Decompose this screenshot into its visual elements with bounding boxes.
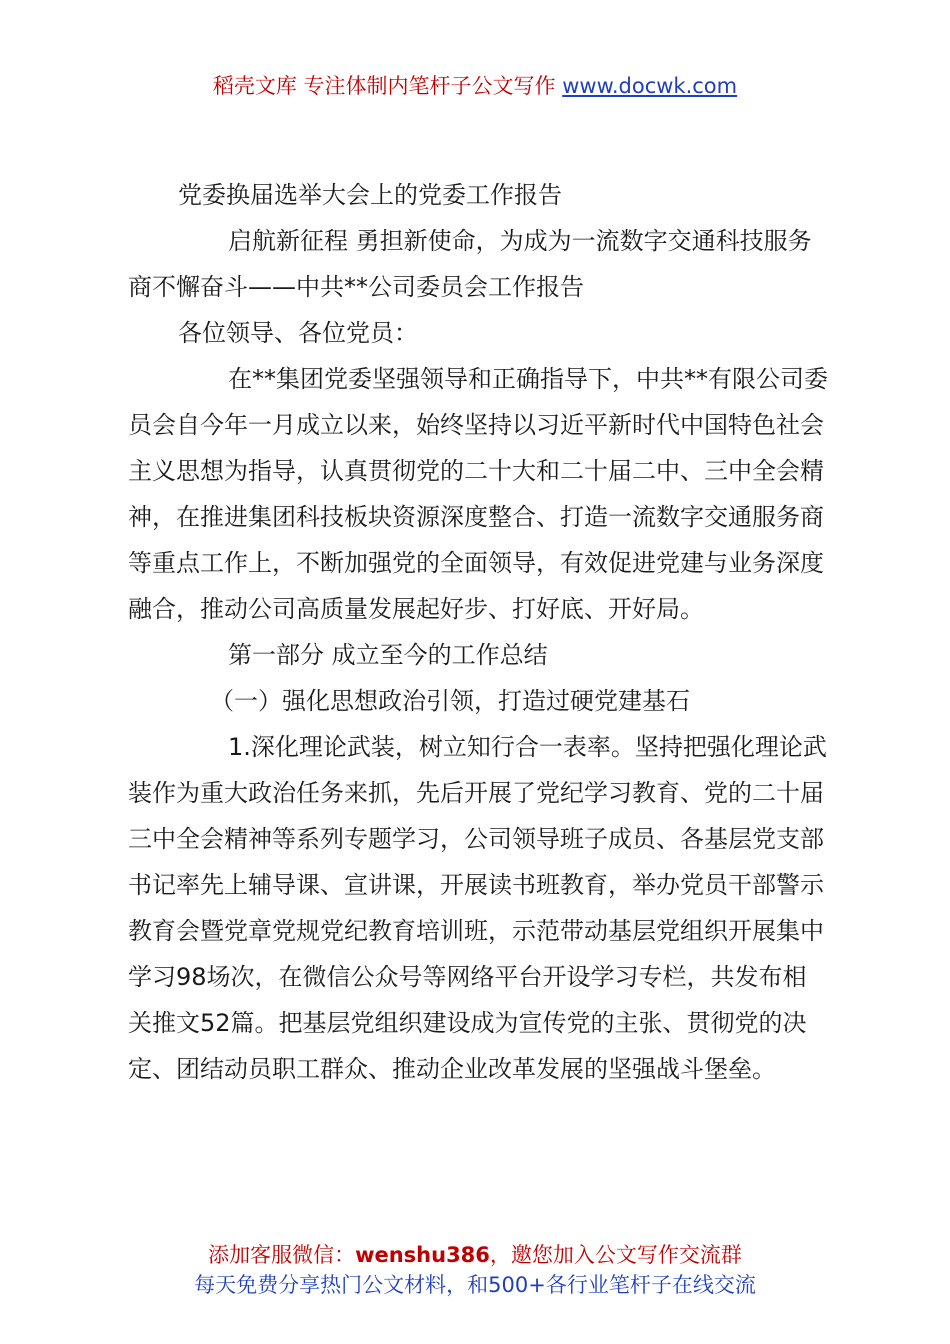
greeting: 各位领导、各位党员： (178, 319, 418, 347)
watermark-header (0, 70, 950, 100)
section-heading: （一）强化思想政治引领，打造过硬党建基石 (210, 687, 690, 715)
part-heading: 第一部分 成立至今的工作总结 (228, 641, 548, 669)
document-subtitle: 启航新征程 勇担新使命，为成为一流数字交通科技服务商不懈奋斗——中共**公司委员会工作报告 (128, 227, 812, 301)
intro-paragraph: 在**集团党委坚强领导和正确指导下，中共**有限公司委员会自今年一月成立以来，始终坚持以习近平新时代中国特色社会主义思想为指导，认真贯彻党的二十大和二十届二中、三中全会精神，在推进集团科技板块资源深度整合、打造一流数字交通服务商等重点工作上，不断加强党的全面领导，有效促进党建与业务深度融合，推动公司高质量发展起好步、打好底、开好局。 (128, 365, 828, 623)
wechat-id: wenshu386 (355, 1243, 490, 1267)
watermark-footer (0, 1240, 950, 1300)
site-slogan: 稻壳文库 专注体制内笔杆子公文写作 (212, 74, 556, 98)
footer-line-2: 每天免费分享热门公文材料，和500+各行业笔杆子在线交流 (194, 1273, 756, 1297)
document-title: 党委换届选举大会上的党委工作报告 (178, 181, 562, 209)
site-link[interactable]: www.docwk.com (562, 74, 738, 98)
footer-line-1: 添加客服微信：wenshu386，邀您加入公文写作交流群 (208, 1243, 742, 1267)
document-body (128, 172, 828, 1092)
item-paragraph: 1.深化理论武装，树立知行合一表率。坚持把强化理论武装作为重大政治任务来抓，先后开展了党纪学习教育、党的二十届三中全会精神等系列专题学习，公司领导班子成员、各基层党支部书记率先上辅导课、宣讲课，开展读书班教育，举办党员干部警示教育会暨党章党规党纪教育培训班，示范带动基层党组织开展集中学习98场次，在微信公众号等网络平台开设学习专栏，共发布相关推文52篇。把基层党组织建设成为宣传党的主张、贯彻党的决定、团结动员职工群众、推动企业改革发展的坚强战斗堡垒。 (128, 733, 827, 1083)
